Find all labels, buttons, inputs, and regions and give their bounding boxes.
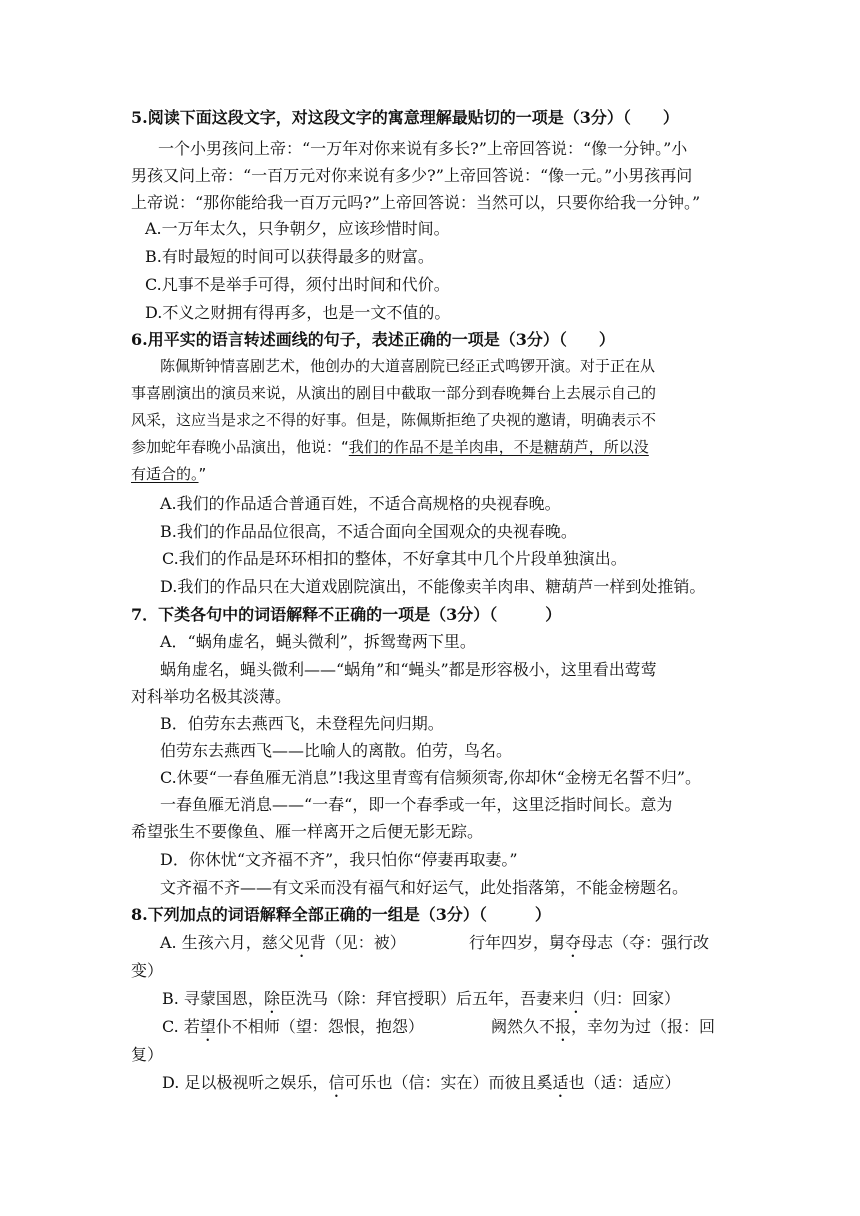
q8-text: 也（适：适应） — [568, 1073, 681, 1092]
q6-passage-line: 风采，这应当是求之不得的好事。但是，陈佩斯拒绝了央视的邀请，明确表示不 — [131, 411, 657, 429]
q6-option-c: C.我们的作品是环环相扣的整体，不好拿其中几个片段单独演出。 — [162, 549, 627, 568]
q8-option-c-part1 — [162, 1016, 424, 1045]
q8-dotted-word: 见 — [293, 933, 310, 952]
q6-underlined-sentence-end: 有适合的。 — [131, 465, 199, 483]
q5-title: 5.阅读下面这段文字，对这段文字的寓意理解最贴切的一项是（3分）（ ） — [131, 108, 679, 127]
q7-title: 7．下类各句中的词语解释不正确的一项是（3分）（ ） — [131, 605, 562, 624]
q8-option-a-part1 — [160, 932, 406, 961]
q8-option-c-part2 — [491, 1016, 715, 1045]
q8-text: C. 若 — [162, 1017, 200, 1036]
q7-explanation-line: 一春鱼雁无消息——“一春“，即一个春季或一年，这里泛指时间长。意为 — [160, 795, 673, 814]
q7-option-d: D．你休忧“文齐福不齐”，我只怕你“停妻再取妻。” — [160, 850, 518, 869]
q5-option-a: A.一万年太久，只争朝夕，应该珍惜时间。 — [145, 219, 450, 238]
q8-option-a-part2 — [469, 932, 709, 961]
q8-text: （归：回家） — [583, 989, 680, 1008]
q6-passage-line — [131, 463, 206, 485]
q7-explanation-line: 蜗角虚名，蝇头微利——“蜗角”和“蝇头”都是形容极小，这里看出莺莺 — [160, 660, 657, 679]
q6-passage-line — [131, 436, 649, 458]
q6-option-a: A.我们的作品适合普通百姓，不适合高规格的央视春晚。 — [160, 494, 561, 513]
q8-text: 可乐也（信：实在）而彼且奚 — [344, 1073, 553, 1092]
q5-passage-line: 男孩又问上帝：“一百万元对你来说有多少?”上帝回答说：“像一元。”小男孩再问 — [131, 166, 693, 185]
q8-dotted-word: 除 — [263, 989, 280, 1008]
q8-dotted-word: 归 — [567, 989, 584, 1008]
q8-dotted-word: 信 — [328, 1073, 345, 1092]
q7-option-b: B．伯劳东去燕西飞，未登程先问归期。 — [160, 714, 444, 733]
q8-option-a-cont: 变） — [131, 961, 164, 980]
q7-explanation-line: 希望张生不要像鱼、雁一样离开之后便无影无踪。 — [131, 822, 484, 841]
q6-option-d: D.我们的作品只在大道戏剧院演出，不能像卖羊肉串、糖葫芦一样到处推销。 — [160, 577, 706, 596]
q6-title: 6.用平实的语言转述画线的句子，表述正确的一项是（3分）（ ） — [131, 330, 615, 349]
q7-option-a: A．“蜗角虚名，蝇头微利”，拆鸳鸯两下里。 — [160, 632, 476, 651]
q8-option-c-cont: 复） — [131, 1045, 164, 1064]
q6-passage-line: 陈佩斯钟情喜剧艺术，他创办的大道喜剧院已经正式鸣锣开演。对于正在从 — [160, 357, 656, 375]
q8-text: A. 生孩六月，慈父 — [160, 933, 294, 952]
q5-option-c: C.凡事不是举手可得，须付出时间和代价。 — [145, 275, 450, 294]
q6-passage-line: 事喜剧演出的演员来说，从演出的剧目中截取一部分到春晚舞台上去展示自己的 — [131, 384, 657, 402]
q6-passage-lead: 参加蛇年春晚小品演出，他说： — [131, 438, 342, 456]
q8-text: D. 足以极视听之娱乐， — [162, 1073, 329, 1092]
q6-option-b: B.我们的作品品位很高，不适合面向全国观众的央视春晚。 — [160, 522, 577, 541]
q8-dotted-word: 望 — [199, 1017, 216, 1036]
q8-text: B. 寻蒙国恩， — [162, 989, 264, 1008]
q7-explanation-line: 对科举功名极其淡薄。 — [131, 687, 292, 706]
q8-text: 背（见：被） — [309, 933, 406, 952]
q8-dotted-word: 夺 — [565, 933, 582, 952]
q7-explanation-line: 伯劳东去燕西飞——比喻人的离散。伯劳，鸟名。 — [160, 741, 513, 760]
q8-title: 8.下列加点的词语解释全部正确的一组是（3分）（ ） — [131, 905, 551, 924]
q5-passage-line: 上帝说：“那你能给我一百万元吗?”上帝回答说：当然可以，只要你给我一分钟。” — [131, 193, 701, 212]
q8-dotted-word: 报 — [555, 1017, 572, 1036]
q8-text: 行年四岁，舅 — [469, 933, 566, 952]
q6-underlined-sentence: 我们的作品不是羊肉串，不是糖葫芦，所以没 — [348, 438, 649, 456]
q5-option-d: D.不义之财拥有得再多，也是一文不值的。 — [145, 303, 451, 322]
q7-option-c: C.休要“一春鱼雁无消息”!我这里青鸾有信频须寄,你却休“金榜无名誓不归”。 — [160, 768, 701, 787]
q8-text: 阙然久不 — [491, 1017, 556, 1036]
q5-passage-line: 一个小男孩问上帝：“一万年对你来说有多长?”上帝回答说：“像一分钟。”小 — [158, 139, 688, 158]
q8-text: 母志（夺：强行改 — [581, 933, 710, 952]
q7-explanation-line: 文齐福不齐——有文采而没有福气和好运气，此处指落第，不能金榜题名。 — [160, 878, 689, 897]
q5-option-b: B.有时最短的时间可以获得最多的财富。 — [145, 247, 434, 266]
q8-text: 臣洗马（除：拜官授职）后五年，吾妻来 — [279, 989, 568, 1008]
q6-quote-open: “ — [341, 438, 349, 456]
q6-quote-close: ” — [198, 465, 207, 483]
q8-option-b — [162, 988, 680, 1017]
q8-option-d — [162, 1072, 681, 1101]
q8-dotted-word: 适 — [552, 1073, 569, 1092]
q8-text: ，幸勿为过（报：回 — [571, 1017, 716, 1036]
q8-text: 仆不相师（望：怨恨，抱怨） — [215, 1017, 424, 1036]
